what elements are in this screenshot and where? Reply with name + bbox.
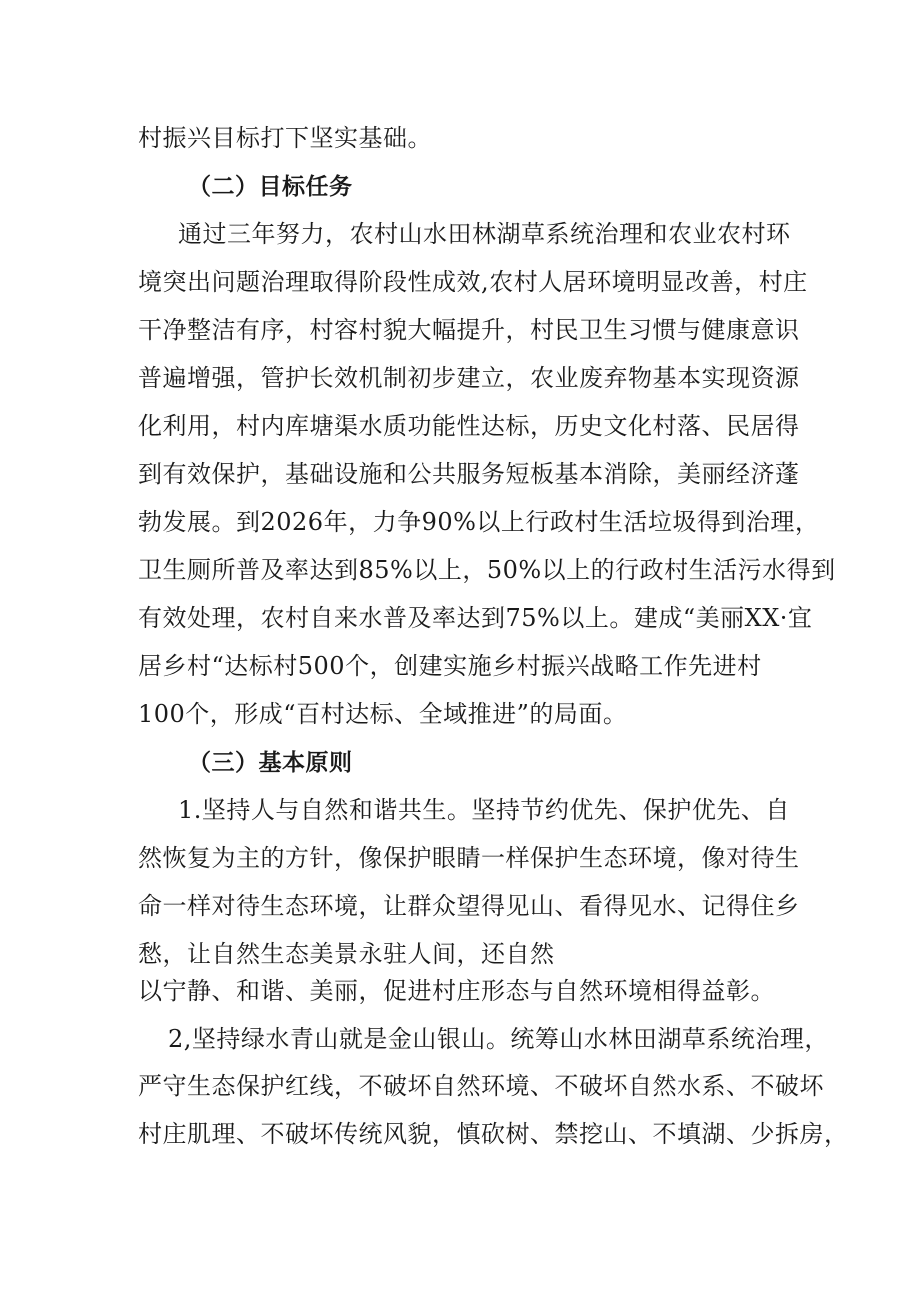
text-line: 通过三年努力，农村山水田林湖草系统治理和农业农村环 [178,220,791,248]
text-line: 2,坚持绿水青山就是金山银山。统筹山水林田湖草系统治理， [168,1025,829,1053]
text-line: 命一样对待生态环境，让群众望得见山、看得见水、记得住乡 [138,892,800,920]
text-line: 境突出问题治理取得阶段性成效,农村人居环境明显改善，村庄 [138,268,808,296]
text-line: 然恢复为主的方针，像保护眼睛一样保护生态环境，像对待生 [138,844,800,872]
text-line: 1.坚持人与自然和谐共生。坚持节约优先、保护优先、自 [178,796,790,824]
text-line: 村庄肌理、不破坏传统风貌，慎砍树、禁挖山、不填湖、少拆房， [138,1120,849,1148]
text-line: 有效处理，农村自来水普及率达到75%以上。建成“美丽XX·宜 [138,604,813,632]
text-line: 卫生厕所普及率达到85%以上，50%以上的行政村生活污水得到 [138,556,836,584]
text-line: 居乡村“达标村500个，创建实施乡村振兴战略工作先进村 [138,652,762,680]
text-line: 到有效保护，基础设施和公共服务短板基本消除，美丽经济蓬 [138,460,800,488]
text-line: 普遍增强，管护长效机制初步建立，农业废弃物基本实现资源 [138,364,800,392]
section-heading-goals: （二）目标任务 [188,174,353,200]
text-line: 以宁静、和谐、美丽，促进村庄形态与自然环境相得益彰。 [138,977,775,1005]
text-line: 100个，形成“百村达标、全域推进”的局面。 [138,700,628,728]
text-line: 勃发展。到2026年，力争90%以上行政村生活垃圾得到治理， [138,508,820,536]
text-line: 严守生态保护红线，不破坏自然环境、不破坏自然水系、不破坏 [138,1072,824,1100]
text-line: 愁，让自然生态美景永驻人间，还自然 [138,940,555,968]
text-line: 化利用，村内库塘渠水质功能性达标，历史文化村落、民居得 [138,412,800,440]
section-heading-principles: （三）基本原则 [188,750,353,776]
text-line: 干净整洁有序，村容村貌大幅提升，村民卫生习惯与健康意识 [138,316,800,344]
text-line: 村振兴目标打下坚实基础。 [138,124,432,152]
